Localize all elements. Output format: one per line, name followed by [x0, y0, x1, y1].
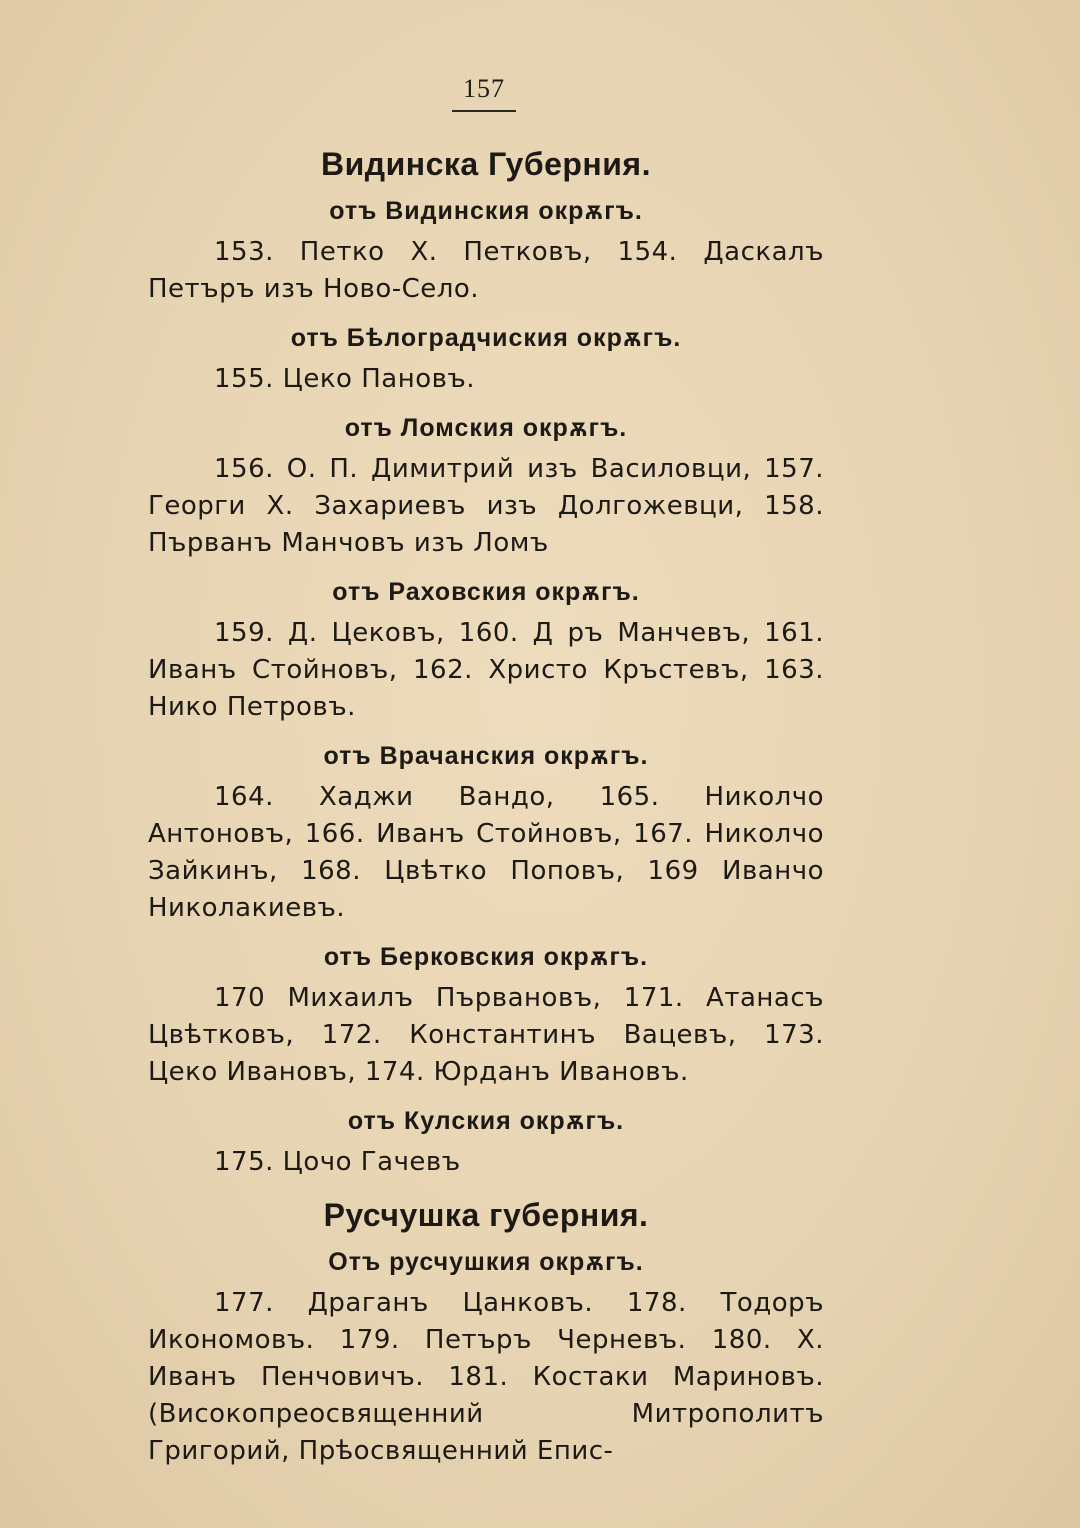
section-ruse-governorate [148, 1197, 824, 1470]
district-heading: отъ Бѣлоградчиския окрѫгъ. [290, 324, 682, 352]
district-heading: отъ Ломския окрѫгъ. [344, 414, 628, 442]
district-entries: 153. Петко Х. Петковъ, 154. Даскалъ Петъръ изъ Ново-Село. [148, 237, 824, 304]
district-heading: отъ Раховския окрѫгъ. [332, 578, 640, 606]
district-heading: отъ Кулския окрѫгъ. [347, 1107, 625, 1135]
district-entries: 175. Цочо Гачевъ [214, 1147, 461, 1177]
district-entries: 159. Д. Цековъ, 160. Д ръ Манчевъ, 161. Иванъ Стойновъ, 162. Христо Кръстевъ, 163. Нико Петровъ. [148, 618, 824, 722]
page-number: 157 [463, 74, 505, 103]
district-heading: отъ Видинския окрѫгъ. [329, 197, 643, 225]
district-entries: 155. Цеко Пановъ. [214, 364, 476, 394]
district-entries: 156. О. П. Димитрий изъ Василовци, 157. Георги Х. Захариевъ изъ Долгожевци, 158. Първанъ Манчовъ изъ Ломъ [148, 454, 824, 558]
page-content [148, 132, 824, 1486]
governorate-heading: Видинска Губерния. [321, 146, 651, 182]
governorate-heading: Русчушка губерния. [323, 1197, 649, 1233]
district-entries: 177. Драганъ Цанковъ. 178. Тодоръ Икономовъ. 179. Петъръ Черневъ. 180. Х. Иванъ Пенчовичъ. 181. Костаки Мариновъ. (Високопреосвященний Митрополитъ Григорий, Прѣосвященний Епис- [148, 1288, 824, 1466]
section-vidin-governorate [148, 146, 824, 1181]
district-heading: отъ Берковския окрѫгъ. [323, 943, 649, 971]
page-number-underline [452, 110, 516, 112]
district-entries: 164. Хаджи Вандо, 165. Николчо Антоновъ, 166. Иванъ Стойновъ, 167. Николчо Зайкинъ, 168. Цвѣтко Поповъ, 169 Иванчо Николакиевъ. [148, 782, 824, 923]
district-heading: Отъ русчушкия окрѫгъ. [328, 1248, 644, 1276]
district-heading: отъ Врачанския окрѫгъ. [323, 742, 649, 770]
district-entries: 170 Михаилъ Първановъ, 171. Атанасъ Цвѣтковъ, 172. Константинъ Вацевъ, 173. Цеко Ивановъ, 174. Юрданъ Ивановъ. [148, 983, 824, 1087]
